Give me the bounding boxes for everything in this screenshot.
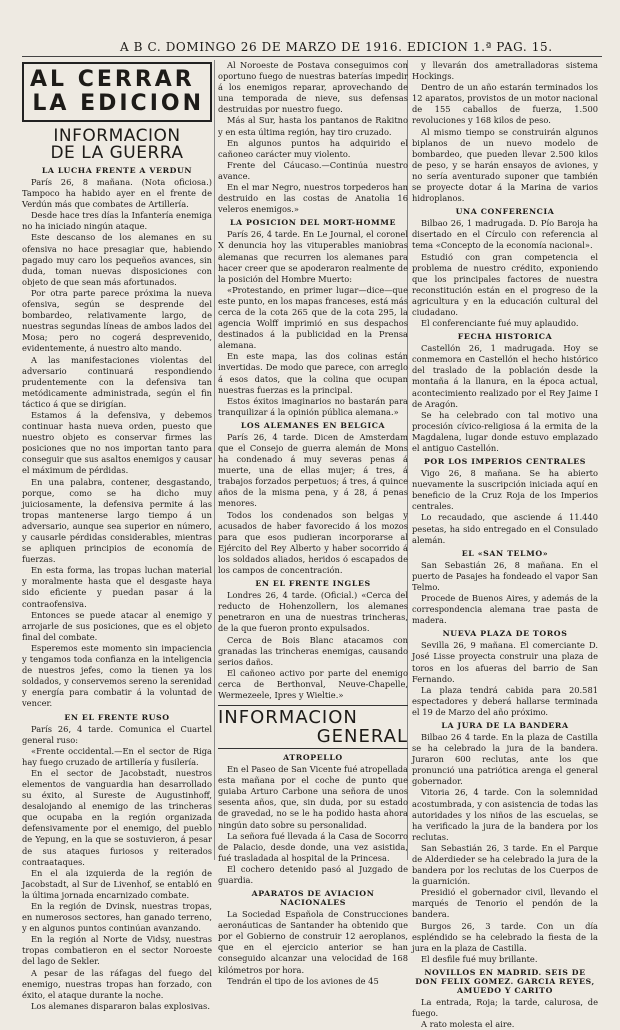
paragraph: Estamos á la defensiva, y debemos continuar hasta nueva orden, puesto que nuestro objeto es conservar firmes las posiciones que no nos importan tanto para conseguir que sus asaltos enemigos y causar el máximum de pérdidas. xyxy=(22,409,212,476)
article-heading: UNA CONFERENCIA xyxy=(455,207,555,217)
paragraph: La señora fué llevada á la Casa de Socorro de Palacio, desde donde, una vez asistida, fué trasladada al hospital de la Princesa. xyxy=(218,830,408,863)
column-3 xyxy=(412,60,598,1030)
paragraph: En el ala izquierda de la región de Jacobstadt, al Sur de Livenhof, se entabló en la última jornada encarnizado combate. xyxy=(22,867,212,900)
paragraph: En este mapa, las dos colinas están invertidas. De modo que parece, con arreglo á esos datos, que la colina que ocupan nuestras fuerzas es la principal. xyxy=(218,351,408,395)
paragraph: La plaza tendrá cabida para 20.581 espectadores y deberá hallarse terminada el 19 de Marzo del año próximo. xyxy=(412,684,598,717)
paragraph: El cochero detenido pasó al Juzgado de guardia. xyxy=(218,863,408,885)
paragraph: Presidió el gobernador civil, llevando el marqués de Tenorio el pendón de la bandera. xyxy=(412,887,598,920)
paragraph: Se ha celebrado con tal motivo una procesión cívico-religiosa á la ermita de la Magdalena, lugar donde estuvo emplazado el antiguo Castellón. xyxy=(412,409,598,453)
paragraph: En una palabra, contener, desgastando, porque, como se ha dicho muy juiciosamente, la defensiva permite á las tropas mantenerse largo tiempo á un adversario, aunque sea superior en número, y causarle pérdidas considerables, mientras se apliquen principios de economía de fuerzas. xyxy=(22,476,212,565)
paragraph: A pesar de las ráfagas del fuego del enemigo, nuestras tropas han forzado, con éxito, el ataque durante la noche. xyxy=(22,967,212,1000)
column-1 xyxy=(22,60,212,1011)
section-title xyxy=(22,128,212,162)
article-heading: ATROPELLO xyxy=(283,753,343,763)
article-heading: NUEVA PLAZA DE TOROS xyxy=(442,629,568,639)
article-heading: FECHA HISTORICA xyxy=(457,332,553,342)
header-rule xyxy=(22,56,602,57)
article-heading: EN EL FRENTE RUSO xyxy=(64,712,170,722)
paragraph: Vigo 26, 8 mañana. Se ha abierto nuevamente la suscripción iniciada aquí en beneficio de la Cruz Roja de los Imperios centrales. xyxy=(412,468,598,512)
paragraph: En el mar Negro, nuestros torpederos han destruido en las costas de Anatolia 16 veleros enemigos.» xyxy=(218,182,408,215)
paragraph: Cerca de Bois Blanc atacamos con granadas las trincheras enemigas, causando serios daños. xyxy=(218,634,408,667)
article-heading: POR LOS IMPERIOS CENTRALES xyxy=(423,457,587,467)
section-title xyxy=(218,705,408,749)
article-heading: LA POSICION DEL MORT-HOMME xyxy=(229,218,397,228)
paragraph: Todos los condenados son belgas y acusados de haber favorecido á los mozos para que esos pudieran incorporarse al Ejército del Rey Alberto y haber socorrido á los soldados aliados, heridos ó escapados de los campos de concentración. xyxy=(218,509,408,576)
section-title-line: DE LA GUERRA xyxy=(50,143,184,163)
edition-banner xyxy=(22,62,212,122)
paragraph: Sevilla 26, 9 mañana. El comerciante D. José Lisse proyecta construir una plaza de toros en los afueras del barrio de San Fernando. xyxy=(412,640,598,684)
paragraph: En la región de Dvinsk, nuestras tropas, en numerosos sectores, han ganado terreno, y en algunos puntos continúan avanzando. xyxy=(22,901,212,934)
paragraph: Entonces se puede atacar al enemigo y arrojarle de sus posiciones, que es el objeto final del combate. xyxy=(22,609,212,642)
paragraph: Procede de Buenos Aires, y además de la correspondencia alemana trae pasta de madera. xyxy=(412,593,598,626)
column-separator xyxy=(214,60,215,860)
paragraph: Vitoria 26, 4 tarde. Con la solemnidad acostumbrada, y con asistencia de todas las autoridades y los niños de las escuelas, se ha verificado la jura de la bandera por los reclutas. xyxy=(412,787,598,842)
paragraph: Al Noroeste de Postava conseguimos con oportuno fuego de nuestras baterías impedir á los enemigos reparar, aprovechando de una temporada de nieve, sus defensas destruidas por nuestro fuego. xyxy=(218,60,408,115)
paragraph: Lo recaudado, que asciende á 11.440 pesetas, ha sido entregado en el Consulado alemán. xyxy=(412,512,598,545)
paragraph: París 26, 4 tarde. Dicen de Amsterdam que el Consejo de guerra alemán de Mons ha condenado á muy severas penas á muerte, una de ellas mujer; á tres, á trabajos forzados perpetuos; á tres, á quince años de la misma pena, y á 28, á penas menores. xyxy=(218,431,408,509)
paragraph: El conferenciante fué muy aplaudido. xyxy=(421,318,579,329)
section-title-line: GENERAL xyxy=(316,726,408,748)
paragraph: Frente del Cáucaso.—Continúa nuestro avance. xyxy=(218,159,408,181)
column-2 xyxy=(218,60,408,986)
paragraph: Estos éxitos imaginarios no bastarán para tranquilizar á la opinión pública alemana.» xyxy=(218,395,408,417)
paragraph: Más al Sur, hasta los pantanos de Rakitno y en esta última región, hay tiro cruzado. xyxy=(218,115,408,137)
paragraph: Burgos 26, 3 tarde. Con un día espléndido se ha celebrado la fiesta de la jura en la plaza de Castilla. xyxy=(412,920,598,953)
paragraph: A las manifestaciones violentas del adversario continuará respondiendo prudentemente con la defensiva tan metódicamente administrada, según el fin táctico á que se dirigían. xyxy=(22,354,212,409)
paragraph: El desfile fué muy brillante. xyxy=(421,953,538,964)
paragraph: Este descanso de los alemanes en su ofensiva no hace presagiar que, habiendo pagado muy caro los pequeños avances, sin duda, toman nuevas disposiciones con objeto de que sean más afortunados. xyxy=(22,232,212,287)
paragraph: En esta forma, las tropas luchan material y moralmente hasta que el desgaste haya sido eficiente y puedan pasar á la contraofensiva. xyxy=(22,565,212,609)
paragraph: La Sociedad Española de Construcciones aeronáuticas de Santander ha obtenido que por el Gobierno de construir 12 aeroplanos, que en el ejercicio anterior se han conseguido alcanzar una velocidad de 168 kilómetros por hora. xyxy=(218,909,408,975)
page-header: A B C. DOMINGO 26 DE MARZO DE 1916. EDICION 1.ª PAG. 15. xyxy=(120,40,553,54)
article-heading: LA LUCHA FRENTE A VERDUN xyxy=(41,166,193,175)
section-title-line: INFORMACION xyxy=(218,707,358,729)
paragraph: Dentro de un año estarán terminados los 12 aparatos, provistos de un motor nacional de 155 caballos de fuerza, 1.500 revoluciones y 168 kilos de peso. xyxy=(412,82,598,126)
paragraph: Castellón 26, 1 madrugada. Hoy se conmemora en Castellón el hecho histórico del traslado de la población desde la montaña á la llanura, en la época actual, acontecimiento realizado por el Rey Jaime I de Aragón. xyxy=(412,343,598,409)
paragraph: Por otra parte parece próxima la nueva ofensiva, según se desprende del bombardeo, relativamente largo, de nuestras segundas líneas de ambos lados del Mosa; pero no cogerá desprevenido, evidentemente, á nuestro alto mando. xyxy=(22,287,212,354)
paragraph: París 26, 4 tarde. Comunica el Cuartel general ruso: xyxy=(22,723,212,745)
paragraph: En el Paseo de San Vicente fué atropellada esta mañana por el coche de punto que guiaba Arturo Carbone una señora de unos sesenta años, que, sin duda, por su estado de gravedad, no se le ha podido hasta ahora ningún dato sobre su personalidad. xyxy=(218,764,408,830)
article-heading: LA JURA DE LA BANDERA xyxy=(441,720,569,730)
banner-line: AL CERRAR xyxy=(30,67,195,92)
paragraph: Bilbao 26 4 tarde. En la plaza de Castilla se ha celebrado la jura de la bandera. Juraron 600 reclutas, ante los que pronunció una patriótica arenga el general gobernador. xyxy=(412,731,598,787)
paragraph: San Sebastián 26, 3 tarde. En el Parque de Alderdieder se ha celebrado la jura de la bandera por los reclutas de los Cuerpos de la guarnición. xyxy=(412,842,598,887)
banner-line: LA EDICION xyxy=(32,91,204,116)
paragraph: Desde hace tres días la Infantería enemiga no ha iniciado ningún ataque. xyxy=(22,210,212,232)
paragraph: En la región al Norte de Vidsy, nuestras tropas combatieron en el sector Noroeste del lago de Sekler. xyxy=(22,934,212,967)
paragraph: Estudió con gran competencia el problema de nuestro crédito, exponiendo que los principales factores de nuestra reconstitución están en el progreso de la agricultura y en la educación cultural del ciudadano. xyxy=(412,251,598,317)
paragraph: París 26, 4 tarde. En Le Journal, el coronel X denuncia hoy las vituperables maniobras alemanas que recurren los alemanes para hacer creer que se apoderaron realmente de la posición del Hombre Muerto: xyxy=(218,229,408,284)
paragraph: Esperemos este momento sin impaciencia y tengamos toda confianza en la inteligencia de nuestros jefes, como la tienen ya los soldados, y conservemos sereno la serenidad y energía para combatir á la voluntad de vencer. xyxy=(22,642,212,709)
paragraph: Los alemanes dispararon balas explosivas. xyxy=(31,1000,210,1011)
paragraph: En algunos puntos ha adquirido el cañoneo carácter muy violento. xyxy=(218,137,408,159)
paragraph: Tendrán el tipo de los aviones de 45 xyxy=(227,975,379,986)
paragraph: Al mismo tiempo se construirán algunos biplanos de un nuevo modelo de bombardeo, que pueden llevar 2.500 kilos de peso, y se harán ensayos de aviones, y no sería aventurado suponer que también se proyecte dotar á la Marina de varios hidroplanos. xyxy=(412,126,598,204)
article-heading: LOS ALEMANES EN BELGICA xyxy=(240,420,386,430)
paragraph: San Sebastián 26, 8 mañana. En el puerto de Pasajes ha fondeado el vapor San Telmo. xyxy=(412,559,598,592)
paragraph: La entrada, Roja; la tarde, calurosa, de fuego. xyxy=(412,996,598,1019)
paragraph: «Protestando, en primer lugar—dice—que este punto, en los mapas franceses, está más cerca de la cota 265 que de la cota 295, la agencia Wolff imprimió en sus despachos destinados á la publicidad en la Prensa alemana. xyxy=(218,284,408,351)
paragraph: y llevarán dos ametralladoras sistema Hockings. xyxy=(412,60,598,82)
paragraph: En el sector de Jacobstadt, nuestros elementos de vanguardia han desarrollado su éxito, al Sureste de Augustinhoff, desalojando al enemigo de las trincheras que ocupaba en la región organizada defensivamente por el enemigo, del pueblo de Yepung, en la que se sostuvieron, á pesar de sus ataques furiosos y reiterados contraataques. xyxy=(22,767,212,867)
article-heading: NOVILLOS EN MADRID. SEIS DE DON FELIX GOMEZ. GARCIA REYES, AMUEDO Y CARITO xyxy=(415,967,595,995)
paragraph: El cañoneo activo por parte del enemigo cerca de Berthonval, Neuve-Chapelle, Wermezeele, Ipres y Wieltie.» xyxy=(218,667,408,700)
paragraph: París 26, 8 mañana. (Nota oficiosa.) Tampoco ha habido ayer en el frente de Verdún más que combates de Artillería. xyxy=(22,177,212,210)
paragraph: «Frente occidental.—En el sector de Riga hay fuego cruzado de artillería y fusilería. xyxy=(22,745,212,767)
article-heading: APARATOS DE AVIACION NACIONALES xyxy=(251,889,375,908)
paragraph: A rato molesta el aire. xyxy=(421,1019,515,1030)
paragraph: Bilbao 26, 1 madrugada. D. Pío Baroja ha disertado en el Círculo con referencia al tema «Concepto de la economía nacional». xyxy=(412,218,598,251)
paragraph: Londres 26, 4 tarde. (Oficial.) «Cerca del reducto de Hohenzollern, los alemanes penetraron en una de nuestras trincheras, de la que fueron pronto expulsados. xyxy=(218,590,408,634)
article-heading: EL «SAN TELMO» xyxy=(461,548,549,558)
article-heading: EN EL FRENTE INGLES xyxy=(255,579,371,589)
section-title-line: INFORMACION xyxy=(53,126,181,146)
